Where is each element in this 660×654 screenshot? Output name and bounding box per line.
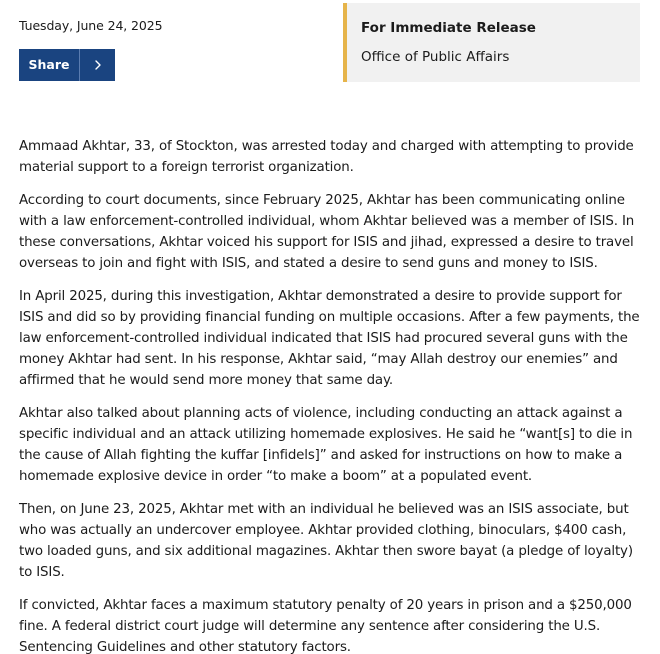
chevron-right-icon: [80, 60, 115, 70]
article-paragraph: Ammaad Akhtar, 33, of Stockton, was arrested today and charged with attempting to provide material support to a foreign terrorist organization.: [19, 139, 634, 175]
share-label: Share: [28, 57, 70, 72]
publish-date: Tuesday, June 24, 2025: [19, 18, 163, 33]
article-paragraph: According to court documents, since February 2025, Akhtar has been communicating online with a law enforcement-controlled individual, whom Akhtar believed was a member of ISIS. In these conversations, Akhtar voiced his support for ISIS and jihad, expressed a desire to travel overseas to join and fight with ISIS, and stated a desire to send guns and money to ISIS.: [19, 193, 635, 271]
article-paragraph: If convicted, Akhtar faces a maximum statutory penalty of 20 years in prison and a $250,000 fine. A federal district court judge will determine any sentence after considering the U.S. Sentencing Guidelines and other statutory factors.: [19, 598, 632, 654]
share-button[interactable]: [19, 49, 115, 81]
article-paragraph: Akhtar also talked about planning acts of violence, including conducting an attack against a specific individual and an attack utilizing homemade explosives. He said he “want[s] to die in the cause of Allah fighting the kuffar [infidels]” and asked for instructions on how to make a homemade explosive device in order “to make a boom” at a populated event.: [19, 406, 633, 484]
release-title: For Immediate Release: [361, 20, 536, 36]
release-office: Office of Public Affairs: [361, 49, 510, 65]
press-release-box: [343, 3, 640, 82]
article-paragraph: In April 2025, during this investigation, Akhtar demonstrated a desire to provide support for ISIS and did so by providing financial funding on multiple occasions. After a few payments, the law enforcement-controlled individual indicated that ISIS had procured several guns with the money Akhtar had sent. In his response, Akhtar said, “may Allah destroy our enemies” and affirmed that he would send more money that same day.: [19, 289, 640, 388]
article-body: [19, 136, 643, 654]
article-paragraph: Then, on June 23, 2025, Akhtar met with an individual he believed was an ISIS associate, but who was actually an undercover employee. Akhtar provided clothing, binoculars, $400 cash, two loaded guns, and six additional magazines. Akhtar then swore bayat (a pledge of loyalty) to ISIS.: [19, 502, 633, 580]
